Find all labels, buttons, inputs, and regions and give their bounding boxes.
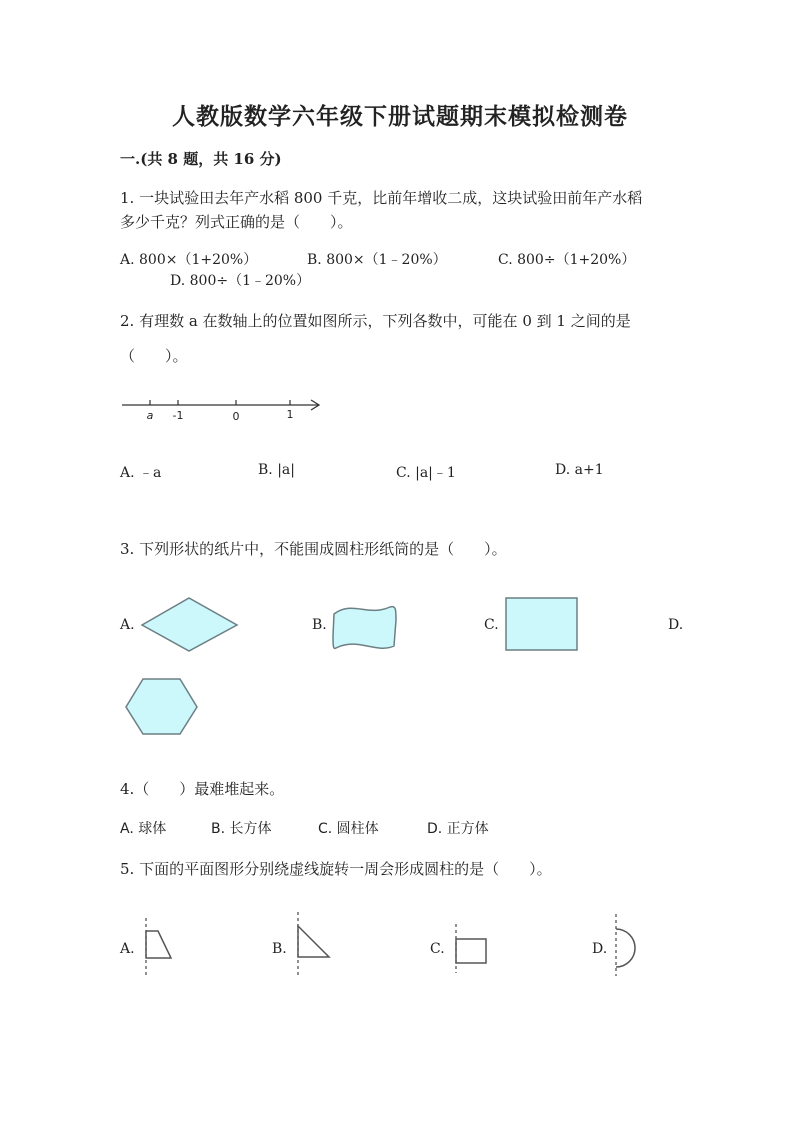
question-3-option-b[interactable]: B. [312, 617, 327, 633]
question-3-option-a[interactable]: A. [120, 617, 135, 633]
section-header: 一.(共 8 题，共 16 分) [120, 150, 282, 168]
question-1-option-c[interactable]: C. 800÷（1+20%） [498, 252, 636, 268]
question-1-option-b[interactable]: B. 800×（1﹣20%） [307, 252, 447, 268]
figure-d-semicircle [616, 914, 635, 976]
question-2-option-d[interactable]: D. a+1 [555, 462, 604, 478]
figure-a-trapezoid [146, 918, 171, 975]
question-4-option-b[interactable]: B. 长方体 [211, 821, 272, 837]
question-2-option-c[interactable]: C. |a|﹣1 [396, 465, 456, 481]
number-line-label-minus-1: -1 [172, 409, 184, 422]
figure-c-rectangle [456, 924, 486, 973]
number-line-label-0: 0 [232, 410, 240, 423]
question-3-option-d[interactable]: D. [668, 617, 684, 633]
question-1-stem-line-2: 多少千克？列式正确的是（ ）。 [120, 213, 353, 231]
question-2-stem-line-2: （ ）。 [120, 347, 188, 365]
question-4-option-a[interactable]: A. 球体 [120, 821, 167, 837]
question-5-stem: 5. 下面的平面图形分别绕虚线旋转一周会形成圆柱的是（ ）。 [120, 860, 552, 878]
figure-b-triangle [298, 912, 329, 978]
question-1-option-a[interactable]: A. 800×（1+20%） [120, 252, 258, 268]
question-4-option-d[interactable]: D. 正方体 [427, 821, 489, 837]
question-1-stem-line-1: 1. 一块试验田去年产水稻 800 千克，比前年增收二成，这块试验田前年产水稻 [120, 189, 643, 207]
question-4-stem: 4.（ ）最难堆起来。 [120, 780, 285, 798]
page-title: 人教版数学六年级下册试题期末模拟检测卷 [172, 103, 628, 130]
question-5-option-c[interactable]: C. [430, 941, 445, 957]
question-2-option-a[interactable]: A. ﹣a [120, 465, 162, 481]
number-line-label-1: 1 [286, 408, 294, 421]
question-2-stem-line-1: 2. 有理数 a 在数轴上的位置如图所示，下列各数中，可能在 0 到 1 之间的是 [120, 312, 631, 330]
number-line-label-a: a [146, 409, 154, 422]
question-3-option-c[interactable]: C. [484, 617, 499, 633]
question-4-option-c[interactable]: C. 圆柱体 [318, 821, 379, 837]
question-3-stem: 3. 下列形状的纸片中，不能围成圆柱形纸筒的是（ ）。 [120, 540, 507, 558]
question-5-option-b[interactable]: B. [272, 941, 287, 957]
question-5-option-a[interactable]: A. [120, 941, 135, 957]
question-2-option-b[interactable]: B. |a| [258, 462, 295, 478]
question-5-option-d[interactable]: D. [592, 941, 608, 957]
question-1-option-d[interactable]: D. 800÷（1﹣20%） [170, 273, 311, 289]
